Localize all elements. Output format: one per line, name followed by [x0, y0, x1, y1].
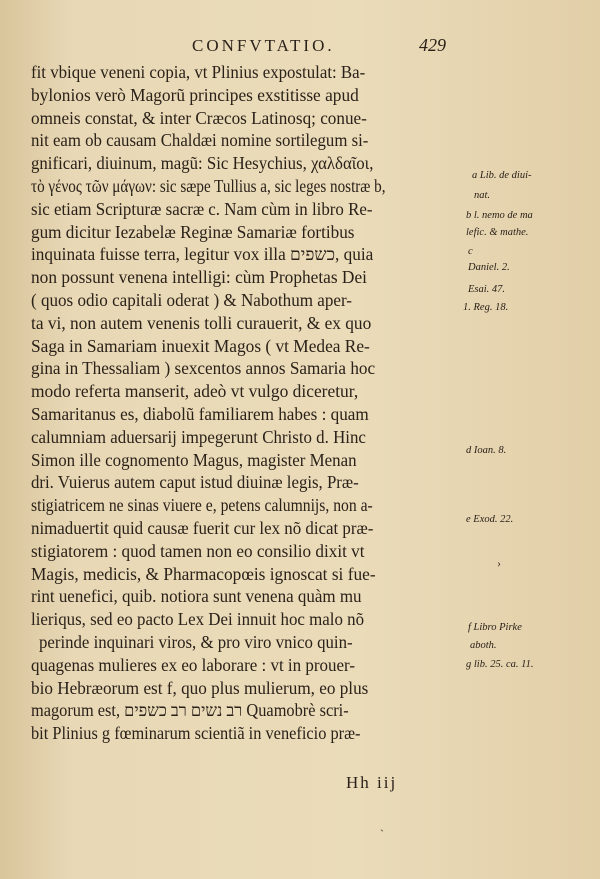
margin-note: nat.	[474, 190, 491, 201]
margin-note: c	[468, 246, 473, 257]
text-line: ta vi, non autem venenis tolli curauerit, & ex quo	[31, 312, 372, 333]
text-line: gum dicitur Iezabelæ Reginæ Samariæ fortibus	[31, 221, 355, 242]
margin-note: lefic. & mathe.	[466, 227, 529, 238]
margin-note: aboth.	[470, 640, 497, 651]
text-line: τὸ γένος τῶν μάγων: sic sæpe Tullius a, sic leges nostræ b,	[31, 175, 386, 196]
text-line: nimaduertit quid causæ fuerit cur lex nõ dicat præ-	[31, 517, 374, 538]
text-line: gina in Thessaliam ) sexcentos annos Samaria hoc	[31, 358, 376, 379]
text-line: bit Plinius g fœminarum scientiã in veneficio præ-	[31, 723, 361, 744]
margin-note: Esai. 47.	[468, 284, 506, 295]
text-line: magorum est, רב נשים רב כשפים Quamobrè scri-	[31, 700, 349, 721]
ink-mark: ›	[497, 556, 501, 570]
margin-note: d Ioan. 8.	[466, 445, 507, 456]
page-number: 429	[419, 35, 446, 55]
text-line: Saga in Samariam inuexit Magos ( vt Medea Re-	[31, 335, 370, 356]
text-line: lieriqus, sed eo pacto Lex Dei innuit hoc malo nõ	[31, 609, 365, 630]
signature-mark: Hh iij	[346, 773, 398, 792]
running-head	[0, 36, 600, 60]
text-line: sic etiam Scripturæ sacræ c. Nam cùm in libro Re-	[31, 198, 373, 219]
text-line: stigiatorem : quod tamen non eo consilio dixit vt	[31, 540, 365, 561]
text-line: bio Hebræorum est f, quo plus mulierum, eo plus	[31, 677, 369, 698]
text-line: non possunt venena intelligi: cùm Prophetas Dei	[31, 267, 367, 288]
text-line: Magis, medicis, & Pharmacopœis ignoscat si fue-	[31, 563, 376, 584]
text-line: stigiatricem ne sinas viuere e, petens calumnijs, non a-	[31, 495, 373, 516]
text-line: Samaritanus es, diabolũ familiarem habes : quam	[31, 403, 369, 424]
text-line: rint uenefici, quib. notiora sunt venena quàm mu	[31, 586, 362, 607]
text-line: quagenas mulieres ex eo laborare : vt in prouer-	[31, 654, 356, 675]
text-line: bylonios verò Magorũ principes exstitisse apud	[31, 84, 359, 105]
margin-note: a Lib. de diui-	[472, 170, 532, 181]
margin-note: Daniel. 2.	[468, 262, 510, 273]
text-line: Simon ille cognomento Magus, magister Menan	[31, 449, 357, 470]
text-line: modo referta manserit, adeò vt vulgo diceretur,	[31, 381, 359, 402]
text-line: nit eam ob causam Chaldæi nomine sortilegum si-	[31, 130, 369, 151]
text-line: omneis constat, & inter Cræcos Latinosq; conue-	[31, 107, 367, 128]
margin-note: g lib. 25. ca. 11.	[466, 659, 534, 670]
text-line: dri. Vuierus autem caput istud diuinæ legis, Præ-	[31, 472, 359, 493]
margin-note: 1. Reg. 18.	[463, 302, 509, 313]
text-line: calumniam aduersarij impegerunt Christo d. Hinc	[31, 426, 366, 447]
running-title: CONFVTATIO.	[192, 36, 335, 55]
text-line: fit vbique veneni copia, vt Plinius expostulat: Ba-	[31, 62, 366, 82]
text-line: gnificari, diuinum, magũ: Sic Hesychius, χαλδαῖοι,	[31, 153, 374, 174]
text-line: perinde inquinari viros, & pro viro vnico quin-	[39, 631, 353, 652]
body-text	[31, 61, 461, 745]
margin-note: b l. nemo de ma	[466, 210, 533, 221]
margin-note: e Exod. 22.	[466, 514, 514, 525]
margin-note: f Libro Pirke	[468, 622, 522, 633]
ink-mark: ˎ	[380, 818, 384, 832]
text-line: inquinata fuisse terra, legitur vox illa כשפים, quia	[31, 244, 374, 265]
text-line: ( quos odio capitali oderat ) & Nabothum aper-	[31, 289, 352, 310]
